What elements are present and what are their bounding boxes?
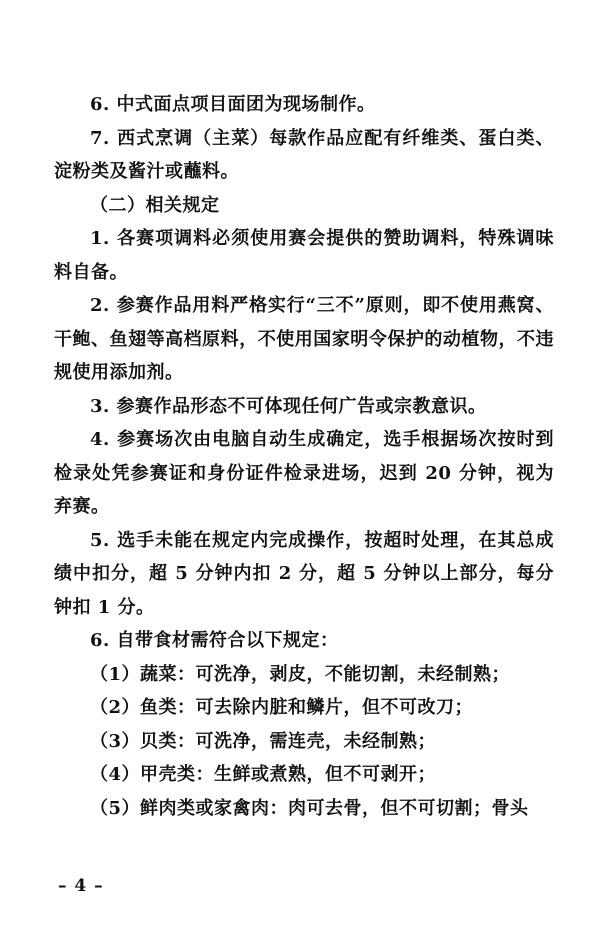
document-body	[54, 88, 554, 825]
paragraph-sub-4-crustaceans: （4）甲壳类：生鲜或煮熟，但不可剥开；	[90, 764, 437, 785]
paragraph-rule-1: 1. 各赛项调料必须使用赛会提供的赞助调料，特殊调味料自备。	[54, 228, 554, 283]
paragraph-sub-2-fish: （2）鱼类：可去除内脏和鳞片，但不可改刀；	[90, 697, 474, 718]
paragraph-rule-6: 6. 自带食材需符合以下规定：	[90, 630, 339, 651]
paragraph-rule-5: 5. 选手未能在规定内完成操作，按超时处理，在其总成绩中扣分，超 5 分钟内扣 2 分，超 5 分钟以上部分，每分钟扣 1 分。	[54, 529, 554, 618]
paragraph-sub-5-meat: （5）鲜肉类或家禽肉：肉可去骨，但不可切割；骨头	[90, 797, 529, 819]
paragraph-sub-3-shellfish: （3）贝类：可洗净，需连壳，未经制熟；	[90, 730, 437, 752]
section-heading-related-rules: （二）相关规定	[90, 194, 220, 216]
paragraph-rule-3: 3. 参赛作品形态不可体现任何广告或宗教意识。	[90, 395, 487, 417]
paragraph-rule-4: 4. 参赛场次由电脑自动生成确定，选手根据场次按时到检录处凭参赛证和身份证件检录进场，迟到 20 分钟，视为弃赛。	[54, 429, 554, 517]
paragraph-item-6-dough: 6. 中式面点项目面团为现场制作。	[90, 94, 376, 115]
paragraph-rule-2: 2. 参赛作品用料严格实行“三不”原则，即不使用燕窝、干鲍、鱼翅等高档原料，不使用国家明令保护的动植物，不违规使用添加剂。	[54, 295, 554, 383]
page-number: – 4 –	[58, 876, 104, 896]
paragraph-sub-1-vegetables: （1）蔬菜：可洗净，剥皮，不能切割，未经制熟；	[90, 663, 511, 685]
paragraph-item-7-western: 7. 西式烹调（主菜）每款作品应配有纤维类、蛋白类、淀粉类及酱汁或蘸料。	[54, 127, 554, 182]
